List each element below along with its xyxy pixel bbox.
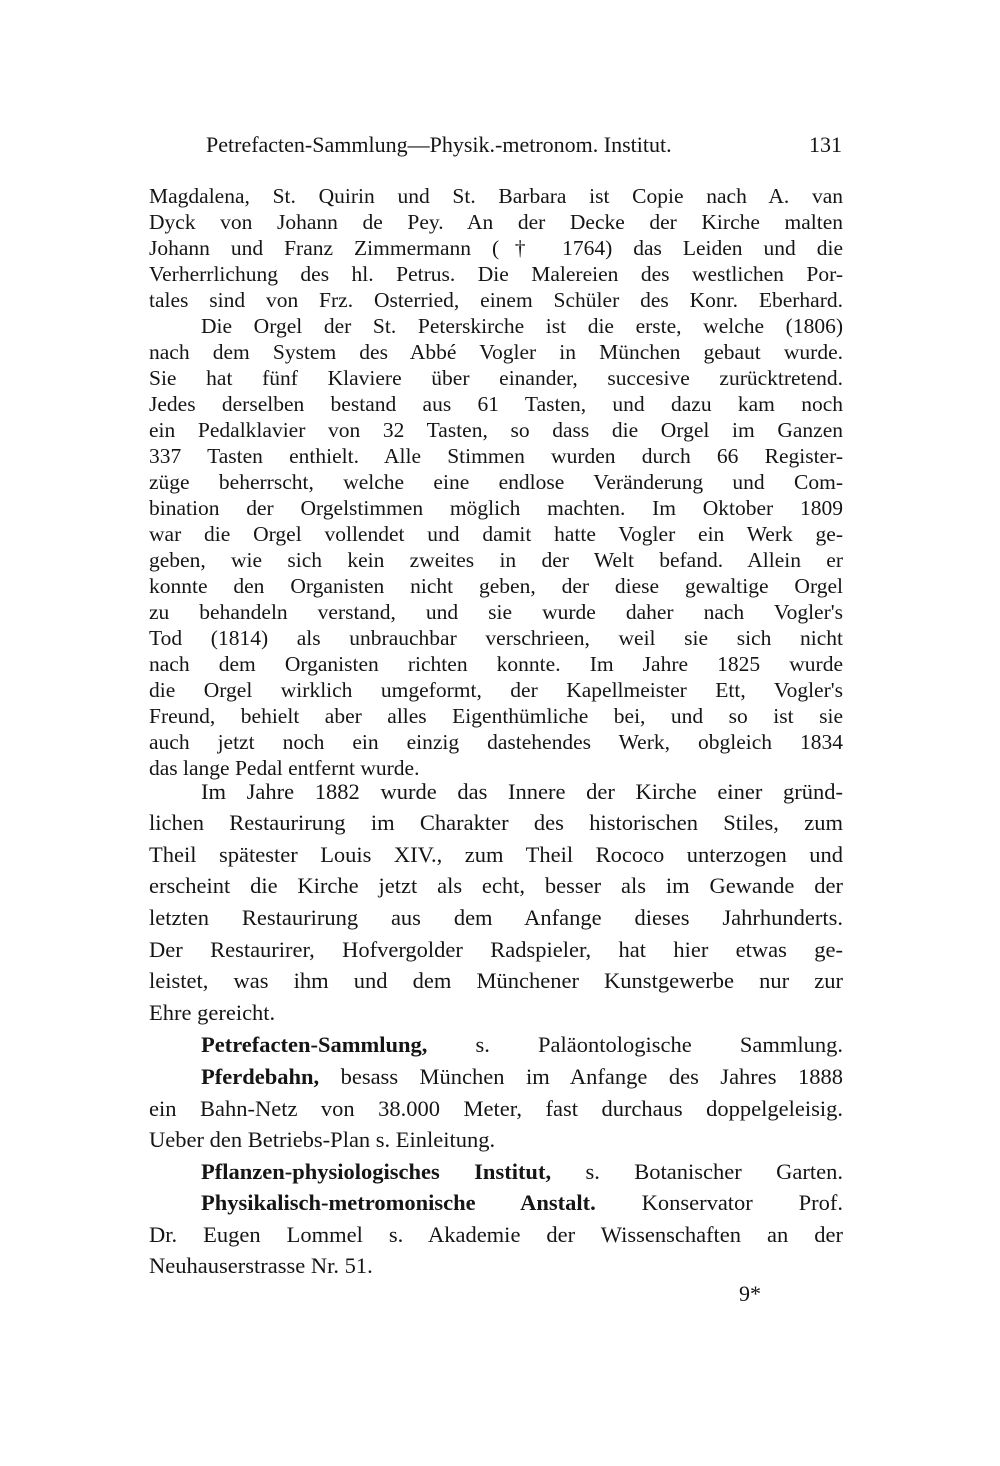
text-line: züge beherrscht, welche eine endlose Veränderung und Com-	[149, 470, 843, 494]
text-line: 337 Tasten enthielt. Alle Stimmen wurden durch 66 Register-	[149, 444, 843, 468]
text-line: Johann und Franz Zimmermann († 1764) das Leiden und die	[149, 236, 843, 260]
text-line: Sie hat fünf Klaviere über einander, succesive zurücktretend.	[149, 366, 843, 390]
text-line: Magdalena, St. Quirin und St. Barbara ist Copie nach A. van	[149, 184, 843, 208]
text-line: war die Orgel vollendet und damit hatte Vogler ein Werk ge-	[149, 522, 843, 546]
entry-text: s. Paläontologische Sammlung.	[427, 1032, 843, 1057]
text-line: bination der Orgelstimmen möglich machten. Im Oktober 1809	[149, 496, 843, 520]
text-line: die Orgel wirklich umgeformt, der Kapellmeister Ett, Vogler's	[149, 678, 843, 702]
entry-pferdebahn	[201, 1062, 843, 1092]
text-line: ein Pedalklavier von 32 Tasten, so dass die Orgel im Ganzen	[149, 418, 843, 442]
entry-term: Pferdebahn,	[201, 1064, 320, 1089]
text-line: Theil spätester Louis XIV., zum Theil Rococo unterzogen und	[149, 842, 843, 867]
entry-pflanzen-institut	[201, 1157, 843, 1187]
entry-text: Konservator Prof.	[595, 1190, 843, 1215]
text-line: erscheint die Kirche jetzt als echt, besser als im Gewande der	[149, 873, 843, 898]
entry-physikalisch-anstalt	[201, 1188, 843, 1218]
text-line: Neuhauserstrasse Nr. 51.	[149, 1253, 373, 1278]
running-title: Petrefacten-Sammlung—Physik.-metronom. Institut.	[206, 132, 672, 157]
entry-term: Physikalisch-metromonische Anstalt.	[201, 1190, 596, 1215]
text-line: Dyck von Johann de Pey. An der Decke der Kirche malten	[149, 210, 843, 234]
text-line: Jedes derselben bestand aus 61 Tasten, und dazu kam noch	[149, 392, 843, 416]
entry-term: Petrefacten-Sammlung,	[201, 1032, 428, 1057]
text-line: Ueber den Betriebs-Plan s. Einleitung.	[149, 1127, 496, 1152]
text-line: Freund, behielt aber alles Eigenthümliche bei, und so ist sie	[149, 704, 843, 728]
running-header	[206, 128, 842, 162]
text-line: konnte den Organisten nicht geben, der diese gewaltige Orgel	[149, 574, 843, 598]
text-line: Tod (1814) als unbrauchbar verschrieen, weil sie sich nicht	[149, 626, 843, 650]
page-number: 131	[809, 132, 842, 157]
text-line: tales sind von Frz. Osterried, einem Schüler des Konr. Eberhard.	[149, 288, 843, 312]
text-line: auch jetzt noch ein einzig dastehendes Werk, obgleich 1834	[149, 730, 843, 754]
entry-term: Pflanzen-physiologisches Institut,	[201, 1159, 552, 1184]
text-line: Der Restaurirer, Hofvergolder Radspieler, hat hier etwas ge-	[149, 937, 843, 962]
text-line: Im Jahre 1882 wurde das Innere der Kirche einer gründ-	[201, 779, 843, 804]
text-line: zu behandeln verstand, und sie wurde daher nach Vogler's	[149, 600, 843, 624]
text-line: letzten Restaurirung aus dem Anfange dieses Jahrhunderts.	[149, 905, 843, 930]
text-line: nach dem Organisten richten konnte. Im Jahre 1825 wurde	[149, 652, 843, 676]
text-line: ein Bahn-Netz von 38.000 Meter, fast durchaus doppelgeleisig.	[149, 1096, 843, 1121]
text-line: Verherrlichung des hl. Petrus. Die Malereien des westlichen Por-	[149, 262, 843, 286]
text-line: Dr. Eugen Lommel s. Akademie der Wissenschaften an der	[149, 1222, 843, 1247]
text-line: das lange Pedal entfernt wurde.	[149, 756, 420, 780]
signature-mark: 9*	[739, 1281, 761, 1306]
text-line: geben, wie sich kein zweites in der Welt befand. Allein er	[149, 548, 843, 572]
text-line: lichen Restaurirung im Charakter des historischen Stiles, zum	[149, 810, 843, 835]
text-line: Ehre gereicht.	[149, 1000, 276, 1025]
entry-text: besass München im Anfange des Jahres 1888	[319, 1064, 843, 1089]
entry-petrefacten-sammlung	[201, 1030, 843, 1060]
text-line: Die Orgel der St. Peterskirche ist die erste, welche (1806)	[201, 314, 843, 338]
text-line: leistet, was ihm und dem Münchener Kunstgewerbe nur zur	[149, 968, 843, 993]
text-line: nach dem System des Abbé Vogler in München gebaut wurde.	[149, 340, 843, 364]
entry-text: s. Botanischer Garten.	[551, 1159, 843, 1184]
